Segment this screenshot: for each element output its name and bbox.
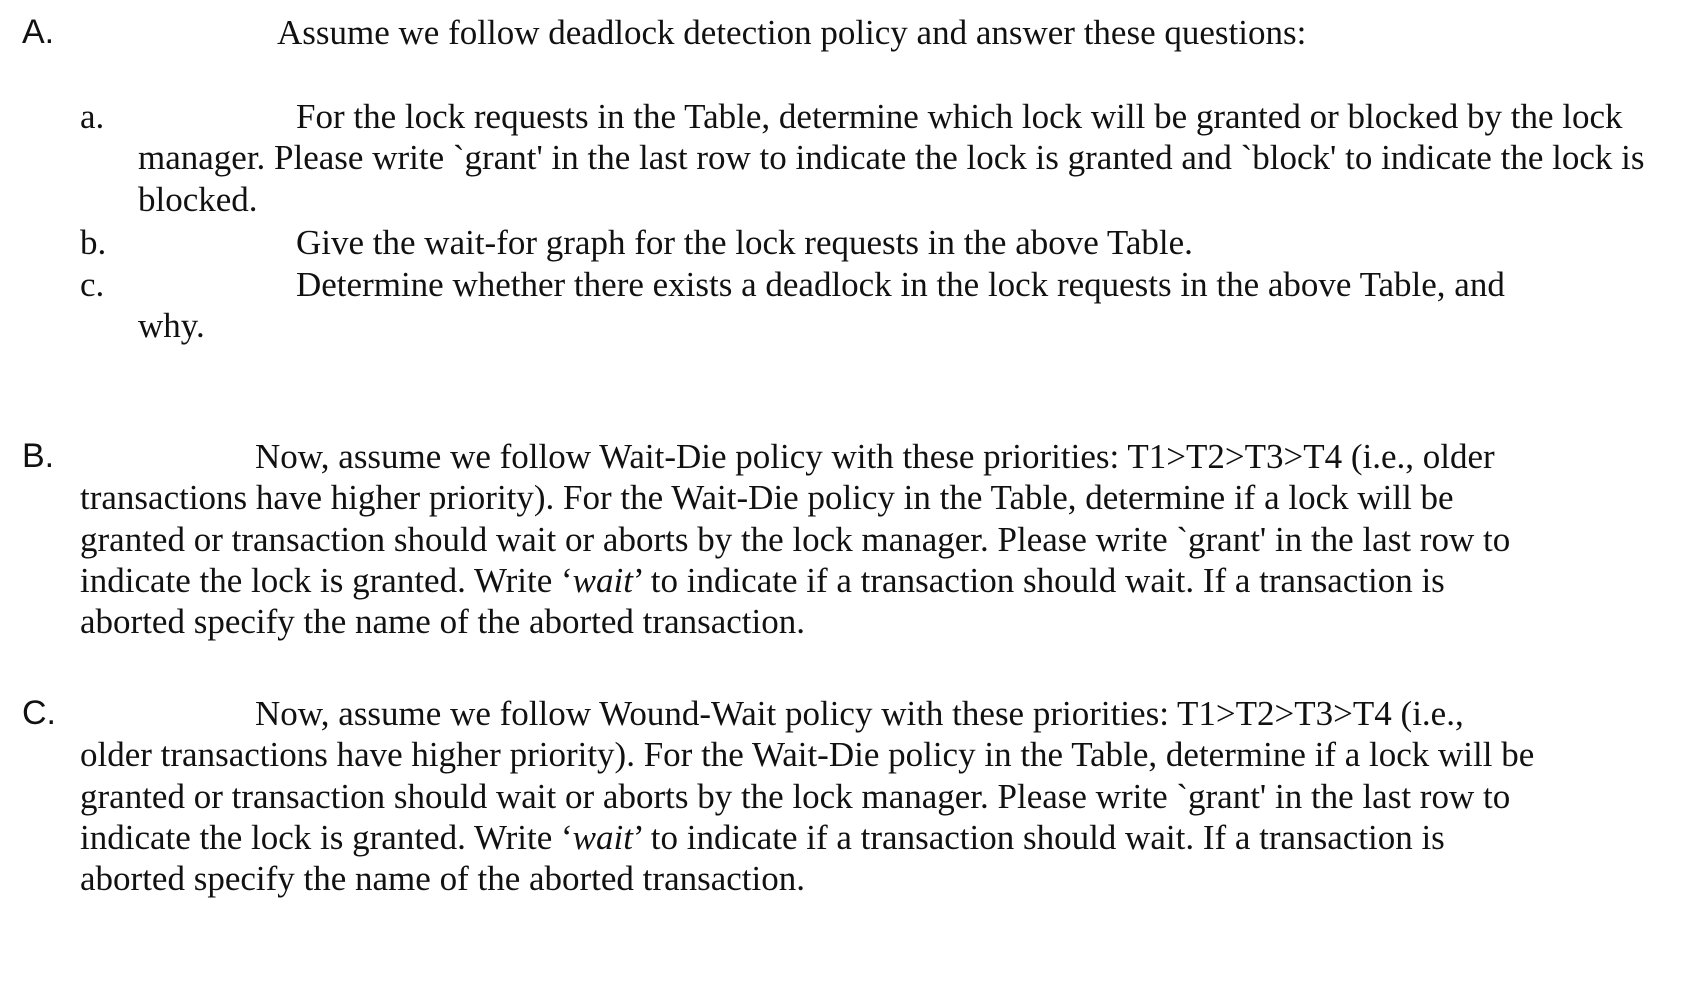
section-b-text: Now, assume we follow Wait-Die policy with these priorities: T1>T2>T3>T4 (i.e., older transactions have higher priority). For the Wait-Die policy in the Table, determine if a lock will be granted or transaction should wait or aborts by the lock manager. Please write `grant' in the last row to indicate the lock is granted. Write ‘wait’ to indicate if a transaction should wait. If a transaction is aborted specify the name of the aborted transaction. <box>80 437 1511 642</box>
wait-term: wait <box>572 817 633 857</box>
section-a <box>22 12 1672 346</box>
section-c-text: Now, assume we follow Wound-Wait policy with these priorities: T1>T2>T3>T4 (i.e., older transactions have higher priority). For the Wait-Die policy in the Table, determine if a lock will be granted or transaction should wait or aborts by the lock manager. Please write `grant' in the last row to indicate the lock is granted. Write ‘wait’ to indicate if a transaction should wait. If a transaction is aborted specify the name of the aborted transaction. <box>80 694 1535 899</box>
item-b-label: b. <box>80 223 107 262</box>
item-c-label: c. <box>80 265 105 304</box>
item-c-text: Determine whether there exists a deadlock in the lock requests in the above Table, and why. <box>138 265 1505 346</box>
section-c-label: C. <box>22 694 56 732</box>
item-b-text: Give the wait-for graph for the lock requests in the above Table. <box>296 223 1193 262</box>
item-a-text: For the lock requests in the Table, determine which lock will be granted or blocked by the lock manager. Please write `grant' in the last row to indicate the lock is granted and `block' to indicate the lock is blocked. <box>138 97 1645 219</box>
section-c <box>22 693 1672 913</box>
section-b <box>22 436 1672 656</box>
section-a-label: A. <box>22 13 55 51</box>
section-b-label: B. <box>22 437 55 475</box>
item-a-label: a. <box>80 97 105 136</box>
wait-term: wait <box>572 560 633 600</box>
section-a-intro: Assume we follow deadlock detection policy and answer these questions: <box>277 13 1307 52</box>
